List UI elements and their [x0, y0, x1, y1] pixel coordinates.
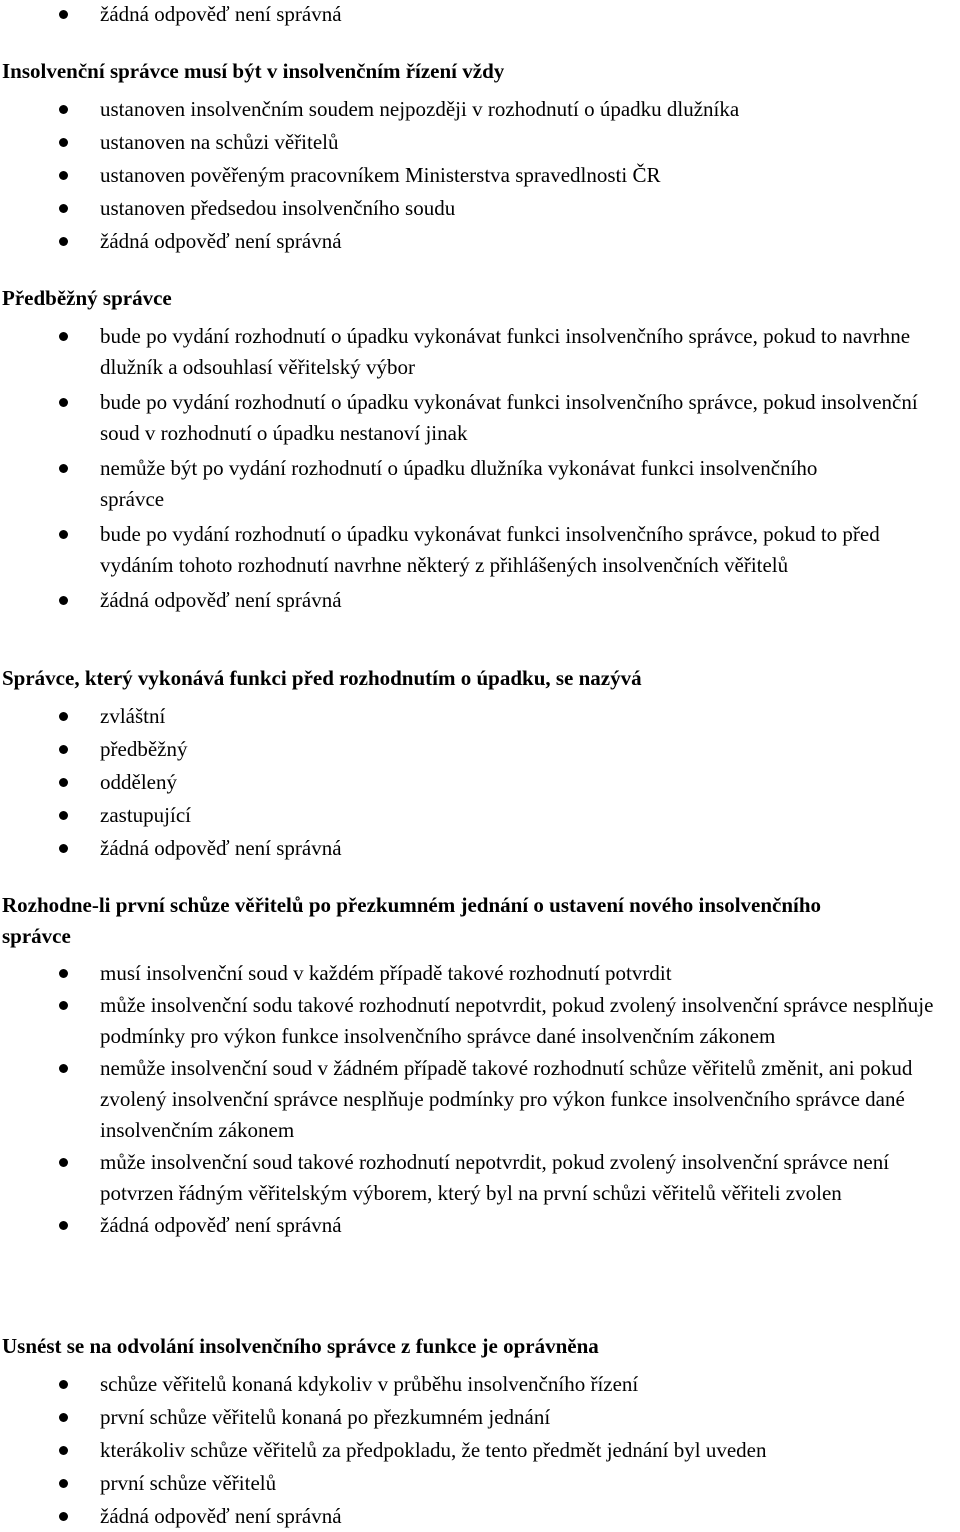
option-item: žádná odpověď není správná	[0, 0, 960, 30]
option-item: bude po vydání rozhodnutí o úpadku vykonávat funkci insolvenčního správce, pokud insolvenční soud v rozhodnutí o úpadku nestanoví jinak	[0, 387, 960, 449]
option-item: ustanoven na schůzi věřitelů	[0, 127, 960, 158]
option-item: nemůže být po vydání rozhodnutí o úpadku dlužníka vykonávat funkci insolvenčního správce	[0, 453, 960, 515]
option-item: ustanoven pověřeným pracovníkem Ministerstva spravedlnosti ČR	[0, 160, 960, 191]
option-item: musí insolvenční soud v každém případě takové rozhodnutí potvrdit	[0, 958, 960, 989]
option-item: kterákoliv schůze věřitelů za předpokladu, že tento předmět jednání byl uveden	[0, 1435, 960, 1466]
option-item: schůze věřitelů konaná kdykoliv v průběhu insolvenčního řízení	[0, 1369, 960, 1400]
bullet-icon	[59, 237, 68, 246]
option-item: žádná odpověď není správná	[0, 585, 960, 616]
option-item: může insolvenční soud takové rozhodnutí nepotvrdit, pokud zvolený insolvenční správce není potvrzen řádným věřitelským výborem, který byl na první schůzi věřitelů věřiteli zvolen	[0, 1147, 960, 1209]
question-title: Předběžný správce	[2, 286, 172, 310]
option-item: žádná odpověď není správná	[0, 833, 960, 864]
bullet-icon	[59, 745, 68, 754]
option-list	[0, 701, 960, 864]
bullet-icon	[59, 1479, 68, 1488]
option-list	[0, 958, 960, 1241]
option-item: může insolvenční sodu takové rozhodnutí nepotvrdit, pokud zvolený insolvenční správce nesplňuje podmínky pro výkon funkce insolvenčního správce dané insolvenčním zákonem	[0, 990, 960, 1052]
option-item: první schůze věřitelů konaná po přezkumném jednání	[0, 1402, 960, 1433]
question-title: Správce, který vykonává funkci před rozhodnutím o úpadku, se nazývá	[2, 666, 642, 690]
option-list	[0, 1369, 960, 1532]
bullet-icon	[59, 712, 68, 721]
bullet-icon	[59, 530, 68, 539]
question-title: Usnést se na odvolání insolvenčního správce z funkce je oprávněna	[2, 1334, 599, 1358]
bullet-icon	[59, 778, 68, 787]
bullet-icon	[59, 1446, 68, 1455]
option-item: ustanoven předsedou insolvenčního soudu	[0, 193, 960, 224]
bullet-icon	[59, 171, 68, 180]
bullet-icon	[59, 811, 68, 820]
option-item: zastupující	[0, 800, 960, 831]
option-item: nemůže insolvenční soud v žádném případě takové rozhodnutí schůze věřitelů změnit, ani pokud zvolený insolvenční správce nesplňuje podmínky pro výkon funkce insolvenčního správce dané insolvenčním zákonem	[0, 1053, 960, 1146]
bullet-icon	[59, 105, 68, 114]
bullet-icon	[59, 969, 68, 978]
option-item: první schůze věřitelů	[0, 1468, 960, 1499]
bullet-icon	[59, 398, 68, 407]
option-item: předběžný	[0, 734, 960, 765]
option-item: oddělený	[0, 767, 960, 798]
option-list	[0, 321, 960, 616]
bullet-icon	[59, 1221, 68, 1230]
bullet-icon	[59, 204, 68, 213]
bullet-icon	[59, 332, 68, 341]
option-item: ustanoven insolvenčním soudem nejpozději v rozhodnutí o úpadku dlužníka	[0, 94, 960, 125]
bullet-icon	[59, 1413, 68, 1422]
bullet-icon	[59, 464, 68, 473]
top-options	[0, 0, 960, 30]
option-item: zvláštní	[0, 701, 960, 732]
bullet-icon	[59, 138, 68, 147]
bullet-icon	[59, 1380, 68, 1389]
option-item: bude po vydání rozhodnutí o úpadku vykonávat funkci insolvenčního správce, pokud to před vydáním tohoto rozhodnutí navrhne některý z přihlášených insolvenčních věřitelů	[0, 519, 960, 581]
option-item: žádná odpověď není správná	[0, 1210, 960, 1241]
bullet-icon	[59, 1512, 68, 1521]
bullet-icon	[59, 10, 68, 19]
bullet-icon	[59, 1064, 68, 1073]
bullet-icon	[59, 844, 68, 853]
question-title: Rozhodne-li první schůze věřitelů po přezkumném jednání o ustavení nového insolvenčního správce	[2, 893, 822, 948]
bullet-icon	[59, 1158, 68, 1167]
option-item: bude po vydání rozhodnutí o úpadku vykonávat funkci insolvenčního správce, pokud to navrhne dlužník a odsouhlasí věřitelský výbor	[0, 321, 960, 383]
question-title: Insolvenční správce musí být v insolvenčním řízení vždy	[2, 59, 505, 83]
option-item: žádná odpověď není správná	[0, 226, 960, 257]
option-list	[0, 94, 960, 257]
bullet-icon	[59, 596, 68, 605]
option-item: žádná odpověď není správná	[0, 1501, 960, 1532]
bullet-icon	[59, 1001, 68, 1010]
